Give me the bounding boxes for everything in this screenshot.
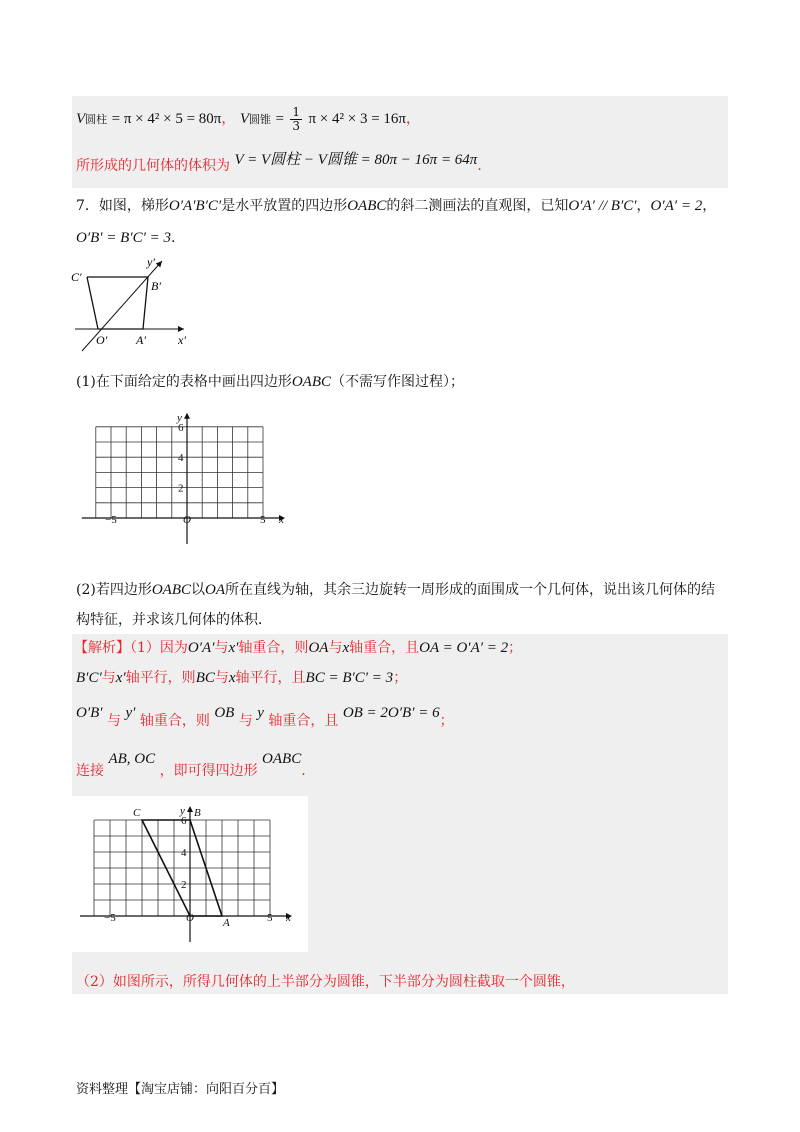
origin-label: O <box>186 912 194 924</box>
label-a-prime: A′ <box>136 333 146 347</box>
tick-label-5: 5 <box>267 912 273 924</box>
problem-statement-line1: 7．如图，梯形O′A′B′C′是水平放置的四边形OABC的斜二测画法的直观图，已知O′A′ // B′C′，O′A′ = 2， <box>76 198 717 214</box>
tick-label-minus5: −5 <box>105 514 117 526</box>
tick-label-5: 5 <box>260 514 266 526</box>
part2-statement-line1: (2)若四边形OABC以OA所在直线为轴，其余三边旋转一周形成的面围成一个几何体，说出该几何体的结 <box>76 582 716 598</box>
label-o-prime: O′ <box>96 333 108 347</box>
label-x-prime: x′ <box>178 333 186 347</box>
oblique-drawing-figure <box>70 255 200 355</box>
y-axis-label: y <box>180 805 185 817</box>
footer-source: 资料整理【淘宝店铺：向阳百分百】 <box>76 1082 285 1097</box>
solution-line4: 连接 AB, OC ，即可得四边形 OABC. <box>76 751 306 779</box>
prev-solution-line2: 所形成的几何体的体积为 V = V圆柱 − V圆锥 = 80π − 16π = 64π. <box>76 152 482 174</box>
empty-grid-figure <box>70 394 302 548</box>
part2-statement-line2: 构特征，并求该几何体的体积． <box>76 612 272 628</box>
tick-label-2: 2 <box>178 482 184 495</box>
vertex-label-c: C <box>133 807 141 819</box>
problem-statement-line2: O′B′ = B′C′ = 3. <box>76 230 176 246</box>
vertex-label-a: A <box>223 917 230 929</box>
vertex-label-b: B <box>194 807 201 819</box>
origin-label: O <box>183 514 191 526</box>
solution-line3: O′B′ 与 y′ 轴重合，则 OB 与 y 轴重合，且 OB = 2O′B′ = 6； <box>76 705 454 729</box>
one-third-fraction: $\frac{1}{3}$ <box>292 104 300 133</box>
answer-grid-figure <box>70 792 310 952</box>
tick-label-4: 4 <box>178 452 184 465</box>
tick-label-6: 6 <box>181 815 187 827</box>
tick-label-6: 6 <box>178 421 184 434</box>
solution-line1: 【解析】（1）因为O′A′与x′轴重合，则OA与x轴重合，且OA = O′A′ = 2； <box>74 640 523 656</box>
y-axis-label: y <box>177 411 182 424</box>
label-y-prime: y′ <box>147 255 155 269</box>
y-axis-arrow <box>184 413 190 419</box>
solution-line2: B′C′与x′轴平行，则BC与x轴平行，且BC = B′C′ = 3； <box>76 670 408 686</box>
label-c-prime: C′ <box>71 270 82 284</box>
x-axis-label: x <box>279 514 284 526</box>
part2-solution: （2）如图所示，所得几何体的上半部分为圆锥，下半部分为圆柱截取一个圆锥， <box>76 974 575 990</box>
tick-label-minus5: −5 <box>104 912 116 924</box>
y-prime-axis <box>82 261 162 351</box>
y-axis-arrow <box>187 806 193 812</box>
tick-label-2: 2 <box>181 879 187 891</box>
tick-label-4: 4 <box>181 847 187 859</box>
x-axis-label: x <box>286 912 291 924</box>
prev-solution-line1: V圆柱 = π × 4² × 5 = 80π， V圆锥 = $\frac{1}{3}$ π × 4² × 3 = 16π， <box>76 104 420 133</box>
label-b-prime: B′ <box>151 279 161 293</box>
trapezoid-outline <box>87 277 148 329</box>
part1-statement: (1)在下面给定的表格中画出四边形OABC（不需写作图过程）； <box>76 374 465 390</box>
